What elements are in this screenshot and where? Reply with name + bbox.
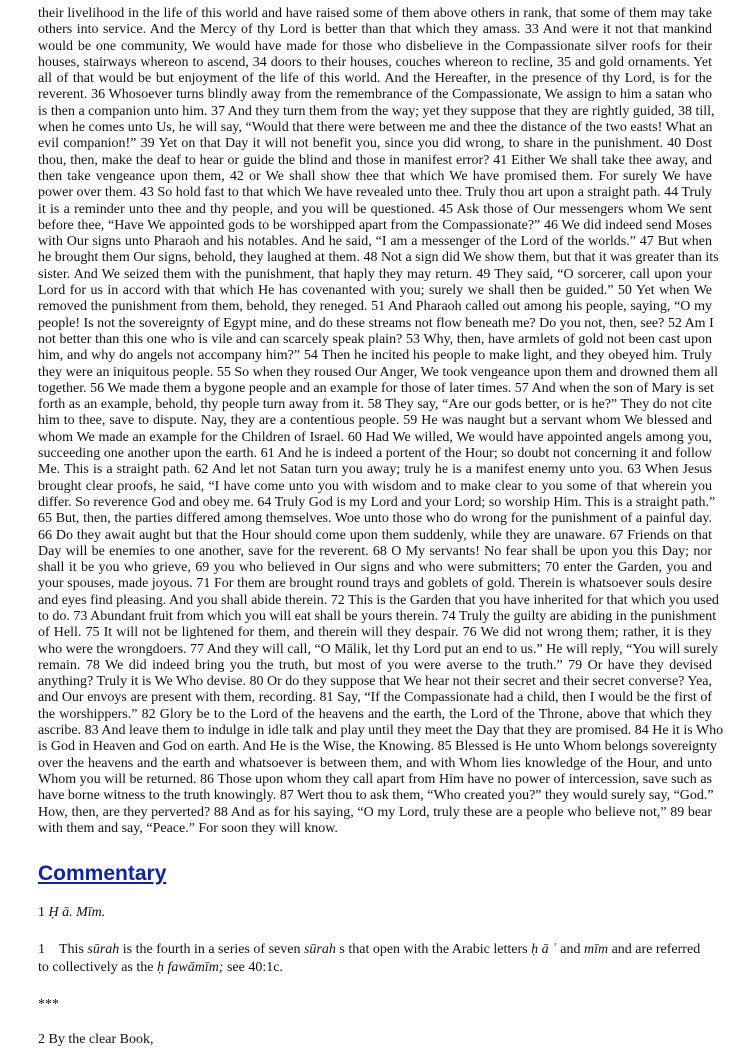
text-line: 66 Do they await aught but that the Hour should come upon them suddenly, while they are unaware. 67 Friends on that <box>38 527 712 543</box>
text-line: people! Is not the sovereignty of Egypt mine, and do these streams not flow beneath me? Do you not, then, see? 52 Am I <box>38 315 714 331</box>
text-line: Whom you will be returned. 86 Those upon whom they call apart from Him have no power of intercession, save such as <box>38 771 712 787</box>
text-line: thou, then, make the deaf to hear or guide the blind and those in manifest error? 41 Either We shall take thee away, and <box>38 152 712 168</box>
text-line: shall it be you who grieve, 69 you who believed in Our signs and who were submitters; 70 enter the Garden, you and <box>38 560 712 576</box>
note-italic: ḥ ā ʾ <box>531 942 557 957</box>
verse-text: Ḥ ā. Mīm. <box>48 905 106 920</box>
text-line: who were the wrongdoers. 77 And they will call, “O Mālik, let thy Lord put an end to us.” He will reply, “You will surely <box>38 641 719 657</box>
verse-1 <box>38 904 105 922</box>
note-number: 1 <box>38 942 45 957</box>
text-line: him, and why do angels not accompany him?” 54 Then he incited his people to make light, and they obeyed him. Truly <box>38 348 712 364</box>
note-text: and are referred to collectively as the <box>38 942 701 975</box>
text-line: is God in Heaven and God on earth. And He is the Wise, the Knowing. 85 Blessed is He unto Whom belongs sovereignty <box>38 739 717 755</box>
text-line: Day will be enemies to one another, save for the reverent. 68 O My servants! No fear shall be upon you this Day; nor <box>38 543 712 559</box>
text-line: power over them. 43 So hold fast to that which We have revealed unto thee. Truly thou art upon a straight path. 44 Truly <box>38 185 712 201</box>
text-line: How, then, are they perverted? 88 And as for his saying, “O my Lord, truly these are a people who believe not,” 89 bear <box>38 804 712 820</box>
note-text: This <box>59 942 88 957</box>
text-line: remain. 78 We did indeed bring you the truth, but most of you were averse to the truth.” 79 Or have they devised <box>38 657 712 673</box>
text-line: ascribe. 83 And leave them to indulge in idle talk and play until they meet the Day that they are promised. 84 He it is Who <box>38 723 724 739</box>
text-line: sister. And We seized them with the punishment, that haply they may return. 49 They said, “O sorcerer, call upon your <box>38 266 712 282</box>
text-line: and eyes find pleasing. And you shall abide therein. 72 This is the Garden that you have inherited for that which you used <box>38 592 719 608</box>
note-text: and <box>556 942 584 957</box>
text-line: to do. 73 Abundant fruit from which you will eat shall be yours therein. 74 Truly the guilty are abiding in the punishment <box>38 608 717 624</box>
commentary-note-1 <box>38 941 712 977</box>
text-line: is then a companion unto him. 37 And they turn them from the way; yet they suppose that they are rightly guided, 38 till, <box>38 103 715 119</box>
text-line: they were an iniquitous people. 55 So when they roused Our Anger, We took vengeance upon them and drowned them all <box>38 364 718 380</box>
note-text: is the fourth in a series of seven <box>119 942 304 957</box>
verse-2: 2 By the clear Book, <box>38 1032 154 1047</box>
translation-text <box>38 6 724 837</box>
note-italic: ḥ fawāmīm; <box>156 960 224 975</box>
text-line: it is a reminder unto thee and thy people, and you will be questioned. 45 Ask those of Our messengers whom We sent <box>38 201 712 217</box>
section-separator: *** <box>38 997 59 1012</box>
text-line: have borne witness to the truth knowingly. 87 Wert thou to ask them, “Who created you?” they would surely say, “God.” <box>38 788 714 804</box>
note-italic: sūrah <box>303 942 336 957</box>
text-line: Lord for us in accord with that which He has covenanted with you; surely we shall then be guided.” 50 Yet when We <box>38 283 712 299</box>
verse-number: 1 <box>38 905 45 920</box>
text-line: succeeding one another upon the earth. 61 And he is indeed a portent of the Hour; so doubt not concerning it and follow <box>38 446 712 462</box>
text-line: their livelihood in the life of this world and have raised some of them above others in rank, that some of them may take <box>38 6 712 21</box>
text-line: houses, stairways whereon to ascend, 34 doors to their houses, couches whereon to recline, 35 and gold ornaments. Yet <box>38 54 712 70</box>
text-line: all of that would be but enjoyment of the life of this world. And the Hereafter, in the presence of thy Lord, is for the <box>38 71 712 87</box>
note-italic: sūrah <box>87 942 120 957</box>
text-line: with them and say, “Peace.” For soon they will know. <box>38 820 338 836</box>
text-line: with Our signs unto Pharaoh and his notables. And he said, “I am a messenger of the Lord of the worlds.” 47 But when <box>38 234 712 250</box>
text-line: of Hell. 75 It will not be lightened for them, and therein will they despair. 76 We did not wrong them; rather, it is they <box>38 625 712 641</box>
text-line: reverent. 36 Whosoever turns blindly away from the remembrance of the Compassionate, We assign to him a satan who <box>38 87 712 103</box>
text-line: over the heavens and the earth and whatsoever is between them, and with Whom lies knowledge of the Hour, and unto <box>38 755 712 771</box>
text-line: and Our envoys are present with them, recording. 81 Say, “If the Compassionate had a child, then I would be the first of <box>38 690 712 706</box>
text-line: when he comes unto Us, he will say, “Would that there were between me and thee the distance of the two easts! What an <box>38 120 713 136</box>
text-line: brought clear proofs, he said, “I have come unto you with wisdom and to make clear to you some of that wherein you <box>38 478 712 494</box>
note-italic: mīm <box>583 942 609 957</box>
text-line: differ. So reverence God and obey me. 64 Truly God is my Lord and your Lord; so worship Him. This is a straight path.” <box>38 494 716 510</box>
commentary-heading[interactable]: Commentary <box>38 862 167 885</box>
text-line: then take vengeance upon them, 42 or We shall show thee that which We have promised them. For surely We have <box>38 168 712 184</box>
text-line: together. 56 We made them a bygone people and an example for those of later times. 57 And when the son of Mary is set <box>38 380 714 396</box>
text-line: removed the punishment from them, behold, they reneged. 51 And Pharaoh called out among his people, saying, “O my <box>38 299 712 315</box>
text-line: he brought them Our signs, behold, they laughed at them. 48 Not a sign did We show them, but that it was greater than its <box>38 250 719 266</box>
text-line: 65 But, then, the parties differed among themselves. Woe unto those who do wrong for the punishment of a painful day. <box>38 511 712 527</box>
text-line: others into service. And the Mercy of thy Lord is better than that which they amass. 33 And were it not that mankind <box>38 22 712 38</box>
text-line: him to thee, save to dispute. Nay, they are a contentious people. 59 He was naught but a servant whom We blessed and <box>38 413 712 429</box>
text-line: would be one community, We would have made for those who disbelieve in the Compassionate silver roofs for their <box>38 38 712 54</box>
text-line: evil companion!” 39 Yet on that Day it will not benefit you, since you did wrong, to share in the punishment. 40 Dost <box>38 136 712 152</box>
text-line: anything? Truly it is We Who devise. 80 Or do they suppose that We hear not their secret and their secret converse? Yea, <box>38 674 712 690</box>
text-line: whom We made an example for the Children of Israel. 60 Had We willed, We would have appointed angels among you, <box>38 429 712 445</box>
text-line: forth as an example, behold, thy people turn away from it. 58 They say, “Are our gods better, or is he?” They do not cite <box>38 397 712 413</box>
text-line: Me. This is a straight path. 62 And let not Satan turn you away; truly he is a manifest enemy unto you. 63 When Jesus <box>38 462 712 478</box>
text-line: your spouses, made joyous. 71 For them are brought round trays and goblets of gold. Therein is whatsoever souls desire <box>38 576 712 592</box>
note-text: s that open with the Arabic letters <box>335 942 532 957</box>
text-line: before thee, “Have We appointed gods to be worshipped apart from the Compassionate?” 46 We did indeed send Moses <box>38 217 712 233</box>
text-line: not better than this one who is vile and can scarcely speak plain? 53 Why, then, have armlets of gold not been cast upon <box>38 331 712 347</box>
text-line: the worshippers.” 82 Glory be to the Lord of the heavens and the earth, the Lord of the Throne, above that which they <box>38 706 712 722</box>
note-text: see 40:1c. <box>223 960 283 975</box>
